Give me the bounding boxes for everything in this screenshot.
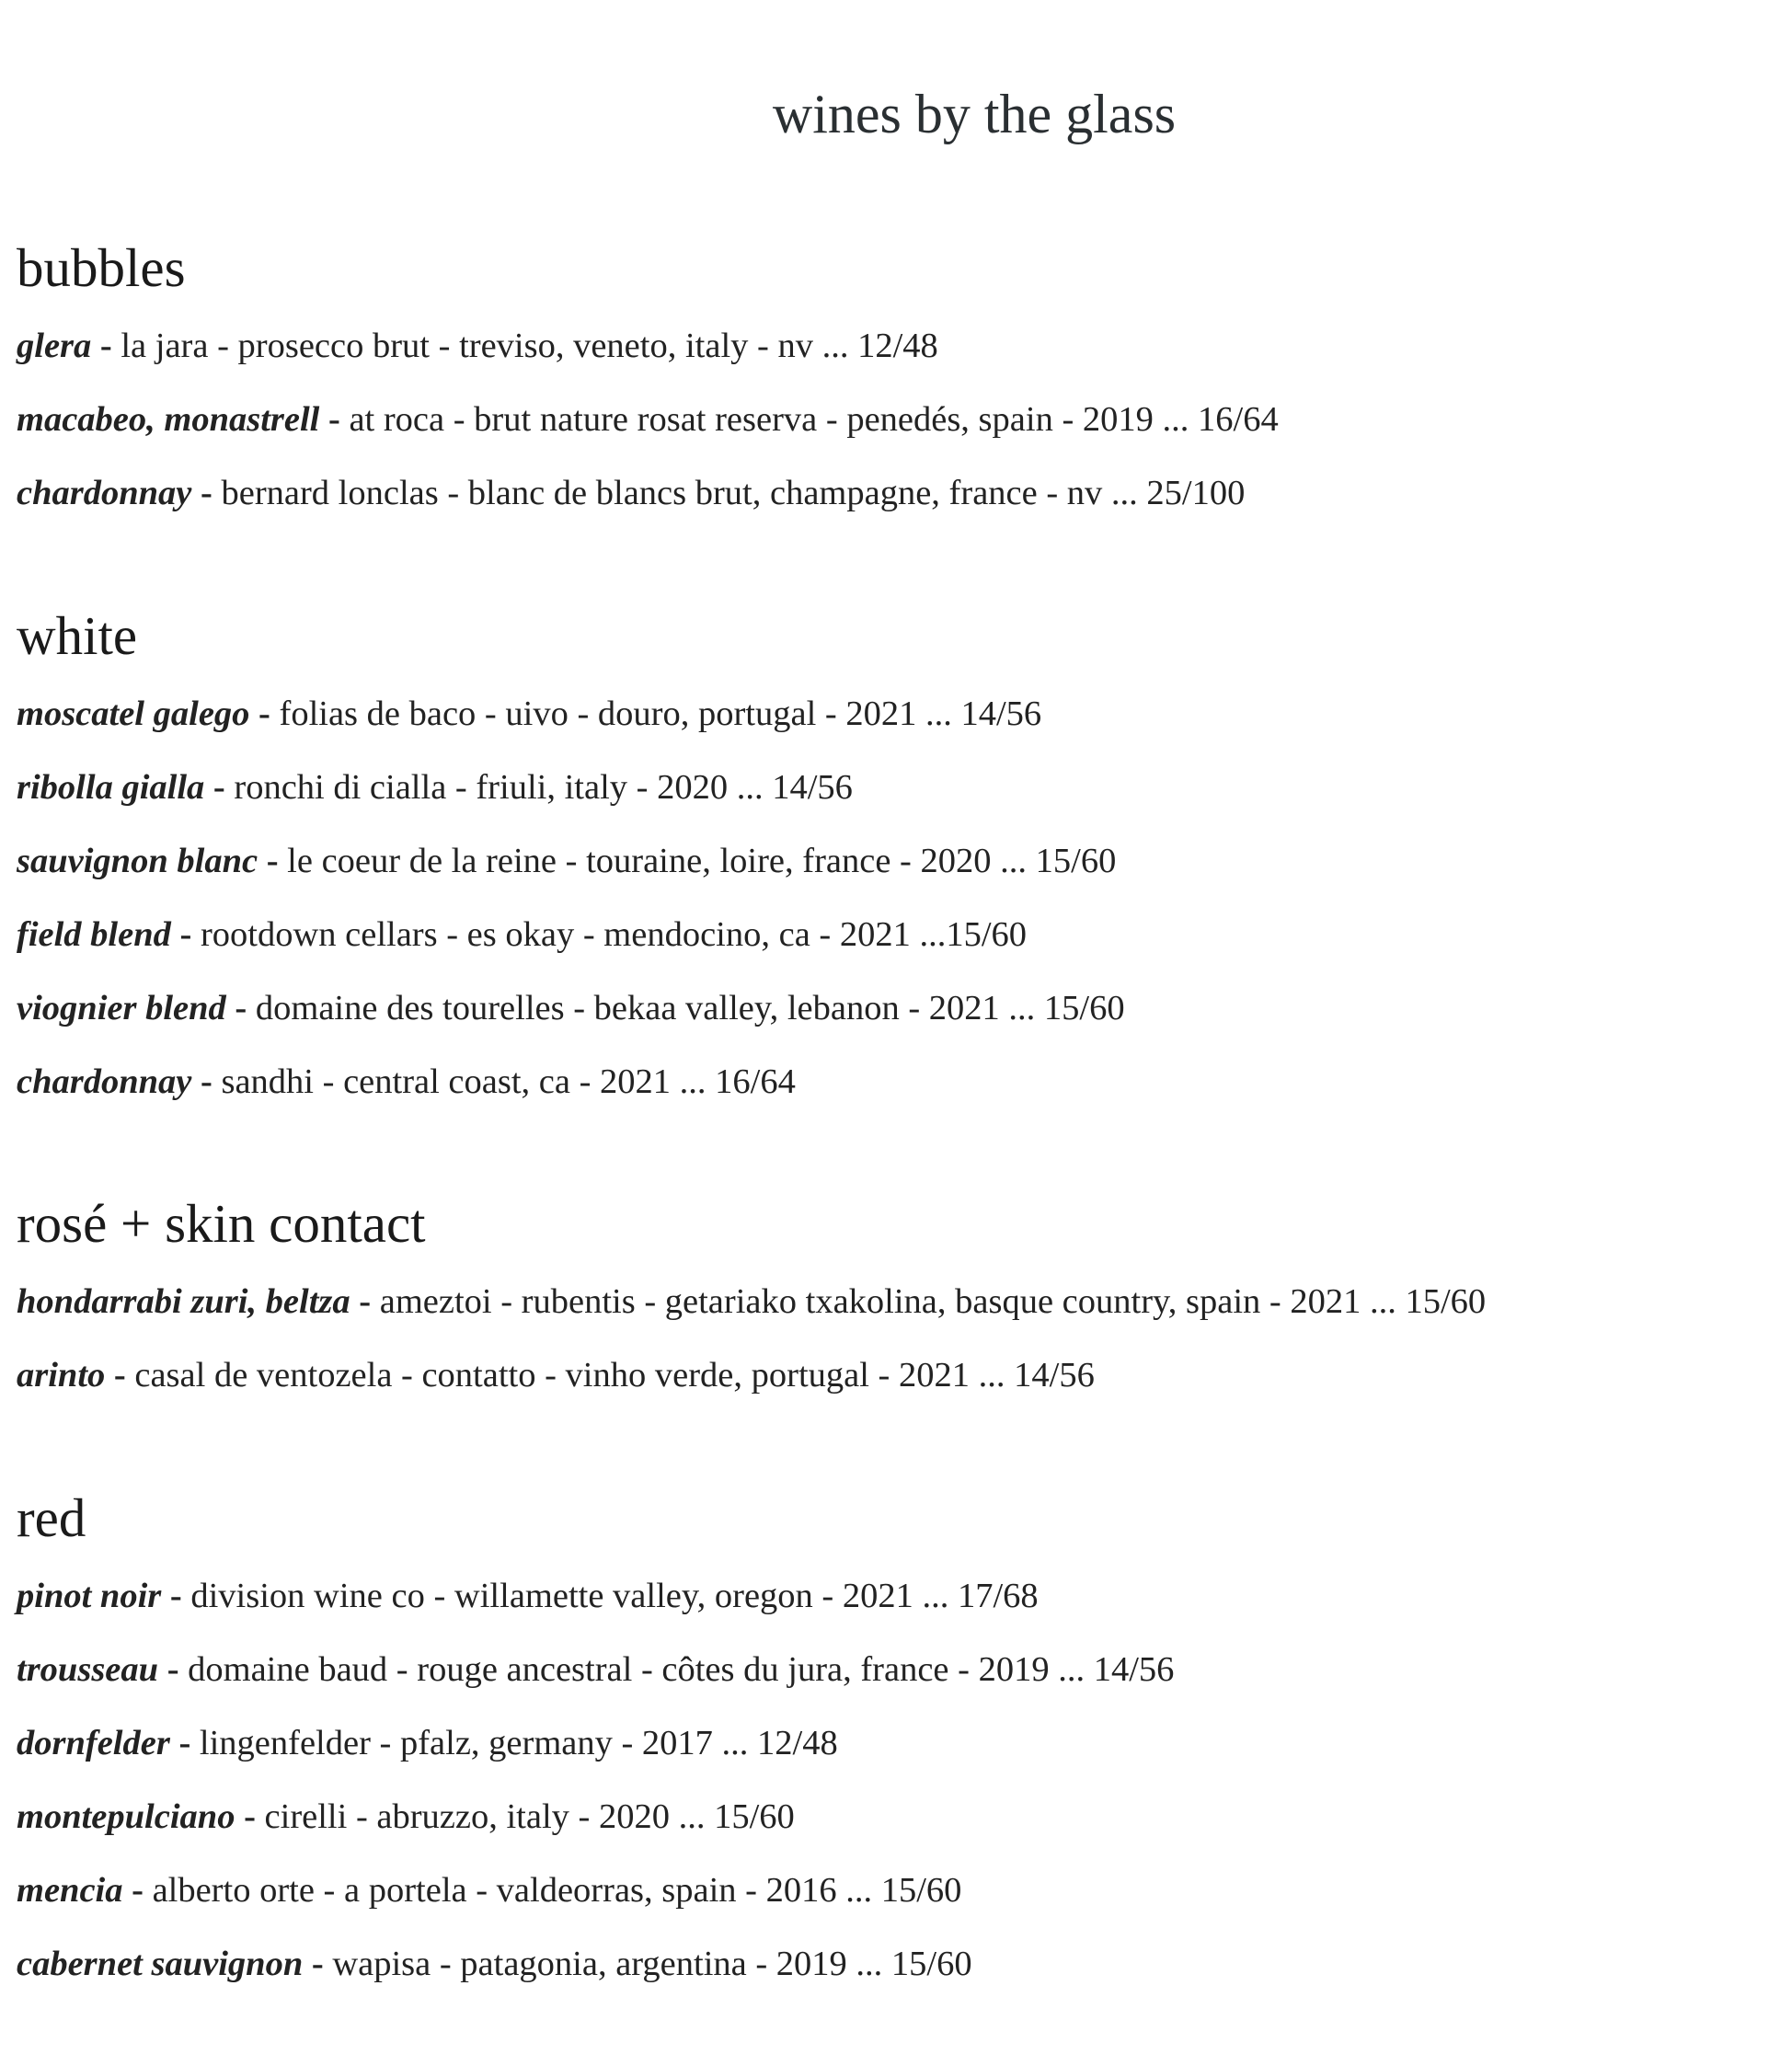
wine-details: at roca - brut nature rosat reserva - penedés, spain - 2019 ... 16/64: [349, 400, 1279, 439]
wine-item: chardonnay - bernard lonclas - blanc de blancs brut, champagne, france - nv ... 25/100: [17, 474, 1246, 512]
section-bubbles: [17, 237, 1783, 530]
wine-item: ribolla gialla - ronchi di cialla - friuli, italy - 2020 ... 14/56: [17, 768, 853, 807]
section-title: red: [17, 1487, 86, 1548]
section-rose-skin-contact: [17, 1193, 1783, 1412]
wine-item: glera - la jara - prosecco brut - treviso, veneto, italy - nv ... 12/48: [17, 327, 938, 365]
section-title: rosé + skin contact: [17, 1193, 426, 1254]
wine-item: montepulciano - cirelli - abruzzo, italy - 2020 ... 15/60: [17, 1797, 795, 1836]
wine-grape: viognier blend: [17, 989, 226, 1027]
wine-item: pinot noir - division wine co - willamette valley, oregon - 2021 ... 17/68: [17, 1577, 1039, 1615]
wine-grape: sauvignon blanc: [17, 842, 258, 880]
wine-grape: trousseau: [17, 1650, 159, 1689]
section-white: [17, 605, 1783, 1119]
wine-details: alberto orte - a portela - valdeorras, spain - 2016 ... 15/60: [152, 1871, 962, 1910]
wine-item: cabernet sauvignon - wapisa - patagonia, argentina - 2019 ... 15/60: [17, 1945, 972, 1983]
section-title: white: [17, 605, 138, 666]
wine-item: macabeo, monastrell - at roca - brut nature rosat reserva - penedés, spain - 2019 ... 16/64: [17, 400, 1279, 439]
page-title: wines by the glass: [772, 84, 1177, 144]
wine-details: wapisa - patagonia, argentina - 2019 ... 15/60: [332, 1945, 972, 1983]
wine-item: moscatel galego - folias de baco - uivo - douro, portugal - 2021 ... 14/56: [17, 694, 1042, 733]
wine-details: la jara - prosecco brut - treviso, veneto, italy - nv ... 12/48: [121, 327, 938, 365]
wine-item: sauvignon blanc - le coeur de la reine - touraine, loire, france - 2020 ... 15/60: [17, 842, 1117, 880]
wine-item: hondarrabi zuri, beltza - ameztoi - rubentis - getariako txakolina, basque country, spain - 2021 ... 15/60: [17, 1282, 1487, 1321]
section-red: [17, 1487, 1783, 2001]
wine-grape: cabernet sauvignon: [17, 1945, 304, 1983]
wine-item: viognier blend - domaine des tourelles - bekaa valley, lebanon - 2021 ... 15/60: [17, 989, 1125, 1027]
wine-grape: mencia: [17, 1871, 123, 1910]
wine-details: sandhi - central coast, ca - 2021 ... 16/64: [221, 1062, 796, 1101]
wine-item: dornfelder - lingenfelder - pfalz, germany - 2017 ... 12/48: [17, 1724, 838, 1762]
wine-item: arinto - casal de ventozela - contatto - vinho verde, portugal - 2021 ... 14/56: [17, 1356, 1095, 1395]
wine-details: division wine co - willamette valley, oregon - 2021 ... 17/68: [190, 1577, 1039, 1615]
wine-details: folias de baco - uivo - douro, portugal - 2021 ... 14/56: [279, 694, 1042, 733]
wine-grape: ribolla gialla: [17, 768, 205, 807]
wine-grape: macabeo, monastrell: [17, 400, 320, 439]
wine-grape: chardonnay: [17, 1062, 192, 1101]
wine-details: rootdown cellars - es okay - mendocino, ca - 2021 ...15/60: [200, 915, 1028, 954]
wine-item: chardonnay - sandhi - central coast, ca - 2021 ... 16/64: [17, 1062, 796, 1101]
wine-grape: arinto: [17, 1356, 106, 1395]
wine-grape: montepulciano: [17, 1797, 235, 1836]
wine-grape: glera: [17, 327, 92, 365]
wine-item: mencia - alberto orte - a portela - valdeorras, spain - 2016 ... 15/60: [17, 1871, 962, 1910]
wine-details: lingenfelder - pfalz, germany - 2017 ... 12/48: [199, 1724, 838, 1762]
wine-item: field blend - rootdown cellars - es okay - mendocino, ca - 2021 ...15/60: [17, 915, 1028, 954]
wine-details: domaine baud - rouge ancestral - côtes du jura, france - 2019 ... 14/56: [188, 1650, 1175, 1689]
wine-grape: dornfelder: [17, 1724, 170, 1762]
wine-details: domaine des tourelles - bekaa valley, lebanon - 2021 ... 15/60: [255, 989, 1125, 1027]
wine-details: casal de ventozela - contatto - vinho verde, portugal - 2021 ... 14/56: [134, 1356, 1095, 1395]
wine-grape: hondarrabi zuri, beltza: [17, 1282, 350, 1321]
wine-grape: moscatel galego: [17, 694, 250, 733]
wine-item: trousseau - domaine baud - rouge ancestral - côtes du jura, france - 2019 ... 14/56: [17, 1650, 1175, 1689]
wine-details: ronchi di cialla - friuli, italy - 2020 ... 14/56: [234, 768, 853, 807]
section-title: bubbles: [17, 237, 186, 298]
wine-grape: pinot noir: [17, 1577, 162, 1615]
wine-details: ameztoi - rubentis - getariako txakolina, basque country, spain - 2021 ... 15/60: [379, 1282, 1487, 1321]
wine-grape: field blend: [17, 915, 171, 954]
wine-grape: chardonnay: [17, 474, 192, 512]
wine-details: le coeur de la reine - touraine, loire, france - 2020 ... 15/60: [287, 842, 1117, 880]
wine-details: cirelli - abruzzo, italy - 2020 ... 15/60: [264, 1797, 795, 1836]
wine-details: bernard lonclas - blanc de blancs brut, champagne, france - nv ... 25/100: [221, 474, 1246, 512]
